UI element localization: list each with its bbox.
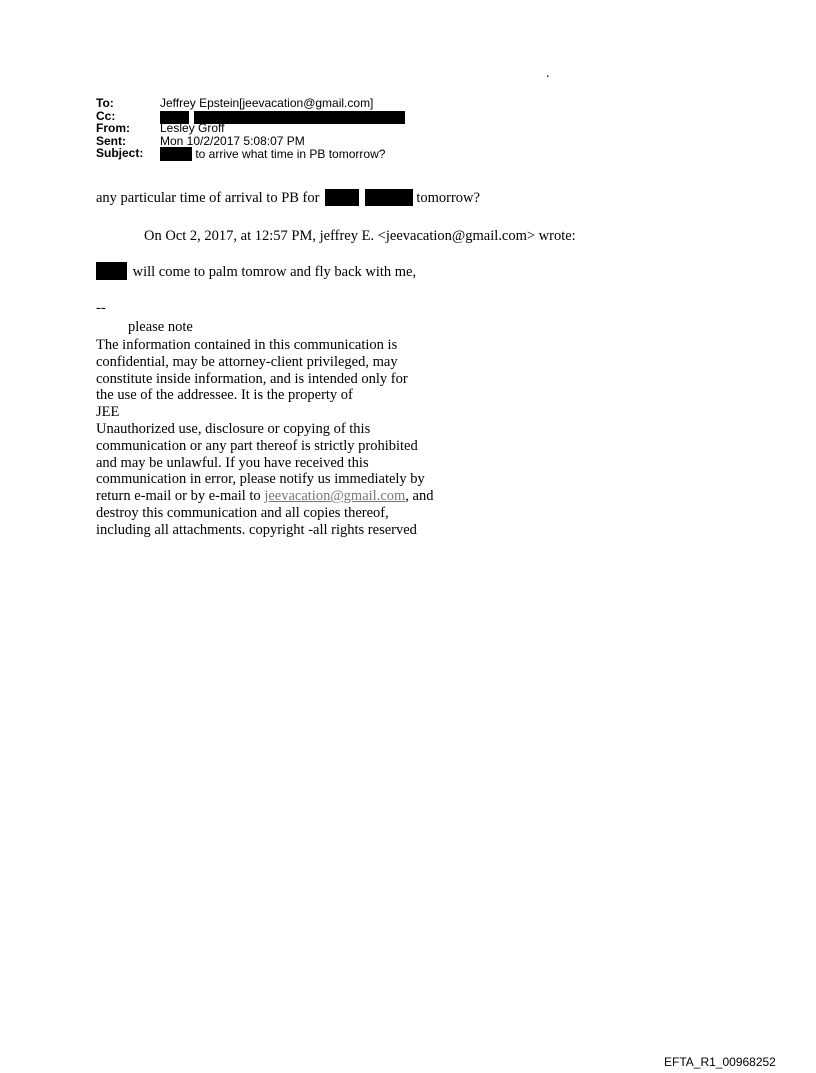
disclaimer-line: the use of the addressee. It is the property of [96,387,353,404]
quoted-text: will come to palm tomrow and fly back with me, [132,264,417,280]
to-value: Jeffrey Epstein[jeevacation@gmail.com] [160,96,374,110]
from-value: Lesley Groff [160,121,225,135]
signature-note: please note [128,319,193,335]
stray-mark: . [546,66,550,81]
redaction-block [325,189,359,206]
document-id: EFTA_R1_00968252 [664,1055,776,1069]
disclaimer-line: communication or any part thereof is strictly prohibited [96,437,418,454]
from-label: From: [96,121,130,135]
disclaimer-line: and may be unlawful. If you have received this [96,454,369,471]
message-line-1 [96,189,480,207]
quoted-line [96,262,416,281]
disclaimer-line: confidential, may be attorney-client privileged, may [96,353,398,370]
disclaimer-text: return e-mail or by e-mail to [96,488,265,505]
disclaimer-line: JEE [96,404,120,421]
redaction-block [365,189,413,206]
disclaimer-email-line [96,488,433,505]
subject-label: Subject: [96,146,144,160]
redaction-block [160,147,192,161]
to-label: To: [96,96,114,110]
disclaimer-line: communication in error, please notify us immediately by [96,471,425,488]
signature-separator: -- [96,300,106,316]
disclaimer-text: , and [405,488,434,505]
disclaimer-line: destroy this communication and all copies thereof, [96,504,389,521]
disclaimer-line: Unauthorized use, disclosure or copying of this [96,420,371,437]
message-text: any particular time of arrival to PB for [96,190,320,206]
email-link[interactable]: jeevacation@gmail.com [264,488,406,505]
confidentiality-disclaimer [96,337,433,539]
disclaimer-line: constitute inside information, and is intended only for [96,370,408,387]
sent-label: Sent: [96,133,126,148]
quote-header: On Oct 2, 2017, at 12:57 PM, jeffrey E. <jeevacation@gmail.com> wrote: [144,228,576,244]
redaction-block [96,262,127,280]
disclaimer-line: including all attachments. copyright -all rights reserved [96,521,417,538]
sent-value: Mon 10/2/2017 5:08:07 PM [160,133,305,148]
message-text: tomorrow? [416,190,480,206]
cc-label: Cc: [96,108,116,123]
subject-value [160,147,385,161]
redaction-block [194,111,405,124]
subject-text: to arrive what time in PB tomorrow? [195,147,386,161]
disclaimer-line: The information contained in this communication is [96,337,398,353]
